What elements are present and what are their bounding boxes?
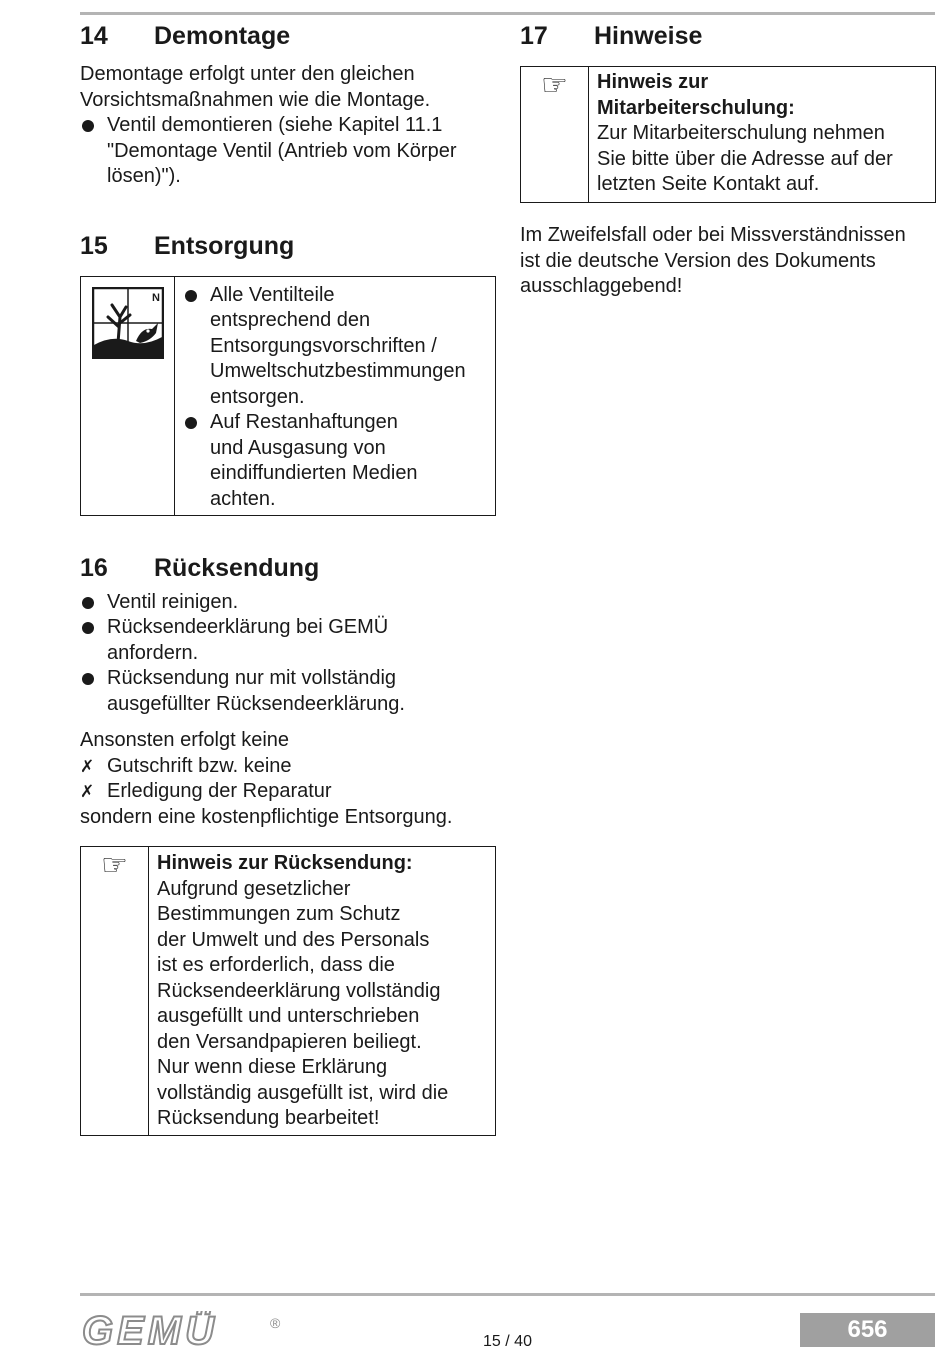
section-title: Entsorgung [154, 231, 295, 260]
section-15 [80, 230, 496, 516]
list-item [80, 666, 496, 717]
text-line: ausschlaggebend! [520, 275, 683, 297]
list-item [80, 754, 496, 780]
box-content [175, 277, 495, 515]
model-badge: 656 [800, 1313, 935, 1347]
environmental-hazard-icon [92, 287, 164, 359]
text-line: Sie bitte über die Adresse auf der [597, 147, 893, 170]
text-line: ausgefüllt und unterschrieben [157, 1005, 420, 1027]
text-line: den Versandpapieren beiliegt. [157, 1030, 422, 1053]
section-heading [80, 230, 496, 262]
text-line: Nur wenn diese Erklärung [157, 1056, 388, 1078]
text-line: Vorsichtsmaßnahmen wie die Montage. [80, 88, 431, 111]
bullet-icon [82, 622, 94, 634]
section-heading [80, 552, 496, 584]
list-item [80, 590, 496, 616]
list-item [80, 615, 496, 666]
cross-icon: ✗ [80, 782, 95, 801]
list-item [80, 113, 496, 190]
footer-rule [80, 1293, 935, 1296]
registered-mark: ® [270, 1315, 281, 1331]
text-line: Rücksendung nur mit vollständig [107, 667, 397, 689]
text-line: anfordern. [107, 641, 199, 664]
return-note-box [80, 846, 496, 1136]
otherwise-text: Ansonsten erfolgt keine [80, 729, 290, 751]
bullet-icon [82, 120, 94, 132]
section-heading [80, 20, 496, 52]
logo-text: GEMÜ [82, 1311, 218, 1349]
language-note [520, 223, 936, 300]
page-number: 15 / 40 [483, 1333, 532, 1350]
section-number: 17 [520, 22, 548, 50]
list-item [80, 779, 496, 805]
section-title: Hinweise [594, 22, 703, 50]
text-line: Rücksendung bearbeitet! [157, 1107, 380, 1129]
icon-letter: N [151, 291, 160, 304]
section-16 [80, 552, 496, 1137]
text-line: lösen)"). [107, 165, 181, 187]
section-title: Rücksendung [154, 553, 320, 582]
bullet-icon [185, 290, 197, 302]
bullet-list [80, 590, 496, 718]
text-line: Rücksendeerklärung vollständig [157, 979, 441, 1002]
training-note-box [520, 66, 936, 203]
text-line: Demontage erfolgt unter den gleichen [80, 63, 415, 85]
text-line: ist die deutsche Version des Dokuments [520, 249, 876, 272]
text-line: Aufgrund gesetzlicher [157, 877, 351, 900]
box-icon-cell [81, 277, 175, 515]
section-14 [80, 20, 496, 190]
text-line: Auf Restanhaftungen [210, 411, 398, 433]
text-line: ist es erforderlich, dass die [157, 954, 395, 976]
text-line: "Demontage Ventil (Antrieb vom Körper [107, 139, 457, 162]
text-line: Zur Mitarbeiterschulung nehmen [597, 122, 885, 144]
pointing-hand-icon: ☞ [541, 69, 568, 102]
list-item [183, 410, 495, 512]
text-line: Gutschrift bzw. keine [107, 754, 292, 777]
section-number: 16 [80, 553, 108, 582]
note-title: Hinweis zur Rücksendung: [157, 852, 413, 874]
note-title: Hinweis zur [597, 71, 709, 93]
text-line: Alle Ventilteile [210, 283, 335, 306]
gemu-logo [80, 1311, 290, 1354]
pointing-hand-icon: ☞ [101, 849, 128, 882]
text-line: entsorgen. [210, 385, 305, 408]
section-number: 14 [80, 22, 108, 50]
box-content [589, 67, 935, 202]
list-item [183, 283, 495, 411]
right-column [520, 20, 936, 300]
box-icon-cell [81, 847, 149, 1135]
text-line: und Ausgasung von [210, 436, 386, 459]
text-line: Ventil reinigen. [107, 590, 239, 613]
note-title: Mitarbeiterschulung: [597, 96, 795, 119]
text-line: Im Zweifelsfall oder bei Missverständnissen [520, 224, 906, 246]
text-line: achten. [210, 487, 276, 510]
disposal-box [80, 276, 496, 516]
text-line: eindiffundierten Medien [210, 462, 418, 484]
text-line: letzten Seite Kontakt auf. [597, 173, 820, 195]
section-title: Demontage [154, 22, 291, 50]
text-line: Bestimmungen zum Schutz [157, 903, 401, 925]
cross-list [80, 754, 496, 805]
bullet-list [175, 283, 495, 513]
top-rule [80, 12, 935, 15]
text-line: Entsorgungsvorschriften / [210, 334, 437, 357]
text-line: Umweltschutzbestimmungen [210, 360, 466, 382]
box-icon-cell [521, 67, 589, 202]
section-17 [520, 20, 936, 300]
cross-icon: ✗ [80, 756, 95, 776]
section-heading [520, 20, 936, 52]
text-line: Rücksendeerklärung bei GEMÜ [107, 616, 389, 638]
text-line: der Umwelt und des Personals [157, 928, 430, 951]
text-line: ausgefüllter Rücksendeerklärung. [107, 692, 405, 715]
section-number: 15 [80, 231, 108, 260]
bullet-list [80, 113, 496, 190]
text-line: Erledigung der Reparatur [107, 780, 332, 802]
text-line: vollständig ausgefüllt ist, wird die [157, 1081, 449, 1104]
text-line: entsprechend den [210, 309, 371, 331]
left-column [80, 20, 496, 1136]
bullet-icon [185, 417, 197, 429]
bullet-icon [82, 673, 94, 685]
instead-text: sondern eine kostenpflichtige Entsorgung. [80, 805, 453, 828]
box-content [149, 847, 495, 1135]
text-line: Ventil demontieren (siehe Kapitel 11.1 [107, 114, 443, 136]
bullet-icon [82, 597, 94, 609]
section-intro [80, 62, 496, 113]
